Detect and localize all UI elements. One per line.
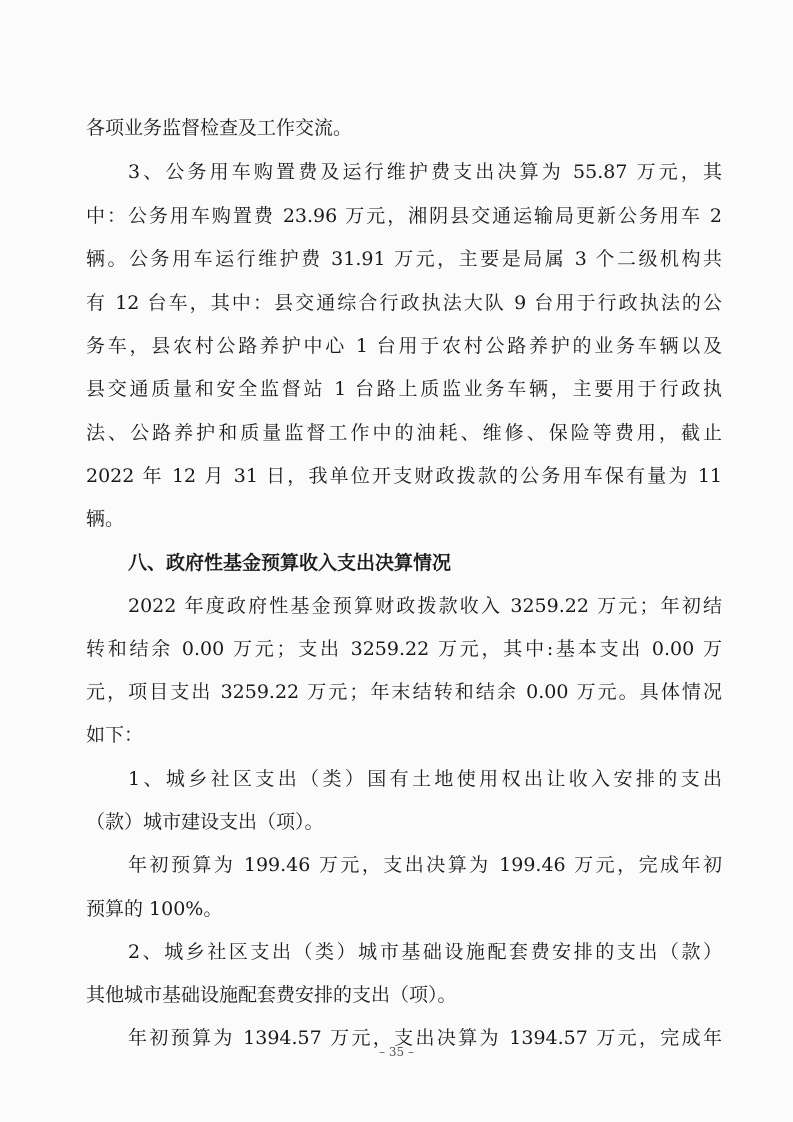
- paragraph-line: 县交通质量和安全监督站 1 台路上质监业务车辆，主要用于行政执: [86, 378, 722, 400]
- paragraph-line: 预算的 100%。: [86, 898, 223, 920]
- paragraph-line: 3、公务用车购置费及运行维护费支出决算为 55.87 万元，其: [128, 161, 722, 183]
- paragraph-line: 有 12 台车，其中：县交通综合行政执法大队 9 台用于行政执法的公: [86, 292, 722, 314]
- paragraph-line: 1、城乡社区支出（类）国有土地使用权出让收入安排的支出: [128, 768, 722, 790]
- paragraph-line: （款）城市建设支出（项）。: [86, 811, 324, 833]
- paragraph-line: 元，项目支出 3259.22 万元；年末结转和结余 0.00 万元。具体情况: [86, 681, 722, 703]
- paragraph-line: 转和结余 0.00 万元；支出 3259.22 万元，其中:基本支出 0.00 万: [86, 638, 722, 660]
- paragraph-line: 2022 年度政府性基金预算财政拨款收入 3259.22 万元；年初结: [128, 595, 722, 617]
- paragraph-line: 各项业务监督检查及工作交流。: [86, 117, 353, 139]
- paragraph-line: 法、公路养护和质量监督工作中的油耗、维修、保险等费用，截止: [86, 422, 722, 444]
- paragraph-line: 其他城市基础设施配套费安排的支出（项）。: [86, 984, 457, 1006]
- paragraph-line: 年初预算为 1394.57 万元，支出决算为 1394.57 万元，完成年: [128, 1027, 722, 1049]
- paragraph-line: 2、城乡社区支出（类）城市基础设施配套费安排的支出（款）: [128, 941, 722, 963]
- section-heading: 八、政府性基金预算收入支出决算情况: [128, 552, 452, 574]
- paragraph-line: 2022 年 12 月 31 日，我单位开支财政拨款的公务用车保有量为 11: [86, 465, 722, 487]
- paragraph-line: 如下：: [86, 724, 144, 746]
- paragraph-line: 中：公务用车购置费 23.96 万元，湘阴县交通运输局更新公务用车 2: [86, 205, 722, 227]
- paragraph-line: 务车，县农村公路养护中心 1 台用于农村公路养护的业务车辆以及: [86, 335, 722, 357]
- paragraph-line: 辆。: [86, 508, 125, 530]
- page-number: – 35 –: [379, 1045, 414, 1059]
- paragraph-line: 年初预算为 199.46 万元，支出决算为 199.46 万元，完成年初: [128, 854, 722, 876]
- paragraph-line: 辆。公务用车运行维护费 31.91 万元，主要是局属 3 个二级机构共: [86, 248, 722, 270]
